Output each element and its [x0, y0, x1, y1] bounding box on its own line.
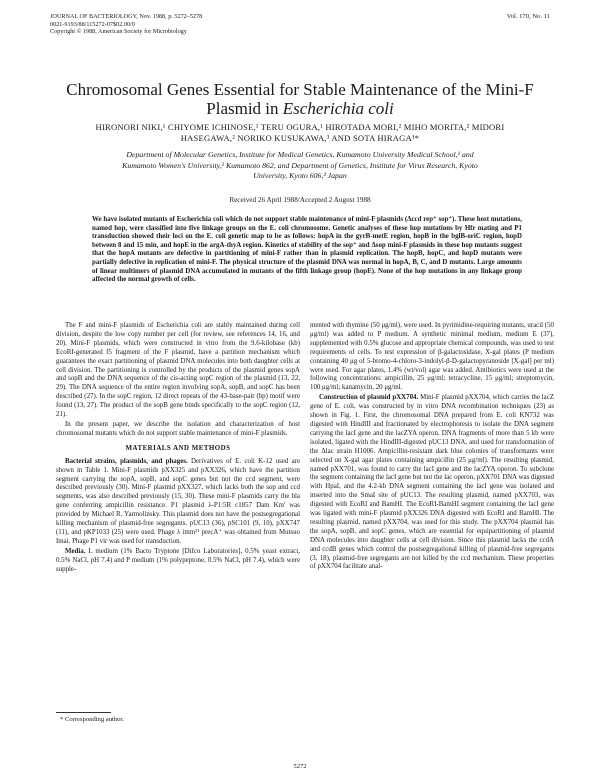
construction-text: Mini-F plasmid pXX704, which carries the lacZ gene of E. coli, was constructed by in vitro DNA recombination techniques (23) as shown in Fig. 1. First, the chromosomal DNA prepared from E. coli KN732 was digested with HindIII and fractionated by electrophoresis to isolate the DNA segment carrying the lacI gene and the lacZYA operon. DNA fragments of more than 5 kb were isolated, ligated with the HindIII-digested pUC13 DNA, and used for transformation of the Δlac strain H1006. Ampicillin-resistant dark blue colonies of transformants were selected on X-gal agar plates containing ampicillin (25 μg/ml). The resulting plasmid, named pXX701, was found to carry the lacI gene and the lacZYA operon. To subclone the segment containing the lacI gene but not the lac operon, pXX701 DNA was digested with HpaI, and the 4.2-kb DNA segment containing the lacI gene was isolated and inserted into the SmaI site of pUC13. The resulting plasmid, named pXX703, was digested with EcoRI and BamHI. The EcoRI-BamHI segment containing the lacI gene was ligated with mini-F plasmid pXX326 DNA digested with EcoRI and BamHI. The resulting plasmid, named pXX704, was used for this study. The pXX704 plasmid has the sopA, sopB, and sopC genes, which are essential for equipartitioning of plasmid DNA molecules into daughter cells at cell division. Since this plasmid lacks the ccdA and ccdB genes which control the postsegregational killing of plasmid-free segregants (3, 18), plasmid-free segregants are not killed by the ccd mechanism. These properties of pXX704 facilitate anal- [310, 394, 554, 571]
methods-media-paragraph [56, 548, 300, 575]
author-list [55, 122, 545, 144]
left-column [56, 322, 300, 575]
construction-paragraph [310, 394, 554, 572]
affiliations [40, 150, 560, 182]
footnote-divider [56, 712, 111, 713]
journal-citation: JOURNAL OF BACTERIOLOGY, Nov. 1988, p. 5272–5278 [50, 13, 203, 20]
affiliation-line-3: University, Kyoto 606,³ Japan [253, 171, 347, 180]
media-runin-heading: Media. [65, 547, 86, 555]
footnote-corresponding-author: * Corresponding author. [60, 716, 124, 723]
right-column [310, 322, 554, 573]
media-text: L medium (1% Bacto Tryptone [Difco Laboratories], 0.5% yeast extract, 0.5% NaCl, pH 7.4) and P medium (1% polypeptone, 0.5% NaCl, pH 7.4), which were supple- [56, 547, 300, 573]
title-line-2-italic: Escherichia coli [282, 99, 394, 118]
section-heading-methods: MATERIALS AND METHODS [125, 444, 231, 452]
strains-runin-heading: Bacterial strains, plasmids, and phages. [65, 457, 188, 465]
authors-line-2: HASEGAWA,² NORIKO KUSUKAWA,³ AND SOTA HIRAGA¹* [180, 133, 420, 143]
construction-runin-heading: Construction of plasmid pXX704. [319, 394, 419, 402]
intro-paragraph-2: In the present paper, we describe the isolation and characterization of host chromosomal mutants which do not support stable maintenance of mini-F plasmids. [56, 420, 300, 437]
journal-issn: 0021-9193/88/115272-07$02.00/0 [50, 20, 135, 28]
abstract: We have isolated mutants of Escherichia coli which do not support stable maintenance of mini-F plasmids (Δccd rep⁺ sop⁺). These host mutations, named hop, were classified into five linkage groups on the E. coli chromosome. Genetic analyses of these hop mutations by Hfr mating and P1 transduction showed their loci on the E. coli genetic map to be as follows: hopA in the gyrB-metE region, hopB in the bglB-oriC region, hopD between 8 and 15 min, and hopE in the argA-thyA region. Kinetics of stability of the sop⁺ and Δsop mini-F plasmids in these hop mutants suggest that the hopA mutants are defective in partitioning of mini-F rather than in plasmid replication. The hopB, hopC, and hopD mutants were partially defective in replication of mini-F. The physical structure of the plasmid DNA was normal in hopA, B, C, and D mutants. Large amounts of linear multimers of plasmid DNA accumulated in mutants of the fifth linkage group (hopE). None of the hop mutations in any linkage group affected the normal growth of cells. [92, 216, 522, 284]
authors-line-1: HIRONORI NIKI,¹ CHIYOME ICHINOSE,¹ TERU OGURA,¹ HIROTADA MORI,² MIHO MORITA,² MIDORI [95, 122, 505, 132]
page-number: 5272 [293, 763, 307, 770]
methods-strains-paragraph [56, 458, 300, 547]
journal-volume: Vol. 170, No. 11 [506, 13, 550, 20]
journal-copyright: Copyright © 1988, American Society for Microbiology [50, 28, 187, 36]
media-continued-paragraph: mented with thymine (50 μg/ml), were used. In pyrimidine-requiring mutants, uracil (50 μg/ml) was added to P medium. A synthetic minimal medium, medium E (37), supplemented with 0.5% glucose and appropriate chemical compounds, was used to test requirements of cells. To test expression of β-galactosidase, X-gal plates (P medium containing 40 μg of 5-bromo-4-chloro-3-indolyl-β-D-galactopyranoside [X-gal] per ml) were used. For agar plates, 1.4% (wt/vol) agar was added. Antibiotics were used at the following concentrations: ampicillin, 25 μg/ml; tetracycline, 15 μg/ml; streptomycin, 100 μg/ml; kanamycin, 20 μg/ml. [310, 322, 554, 392]
title-line-2 [30, 99, 570, 118]
article-title [30, 80, 570, 118]
strains-text: Derivatives of E. coli K-12 used are shown in Table 1. Mini-F plasmids pXX325 and pXX326, which have the partition segment carrying the sopA, sopB, and sopC genes but not the ccd segment, were described previously (30). Mini-F plasmid pXX327, which lacks both the sop and ccd segments, was also described previously (15, 30). These mini-F plasmids carry the bla gene conferring ampicillin resistance. P1 plasmid λ-P1:5R c1857 Dam Km' was provided by Michael R. Yarmolinsky. This plasmid does not have the postsegregational killing mechanism of plasmid-free segregants. pUC13 (36), pSC101 (9, 10), pXX747 (11), and pKP1033 (25) were used. Phage λ imm²¹ precA⁺ was obtained from Mutsuo Imai. Phage P1 vir was used for transduction. [56, 457, 301, 545]
affiliation-line-1: Department of Molecular Genetics, Institute for Medical Genetics, Kumamoto University Medical School,¹ and [126, 150, 474, 159]
affiliation-line-2: Kumamoto Women's University,² Kumamoto 862, and Department of Genetics, Institute for Virus Research, Kyoto [122, 160, 478, 170]
intro-paragraph-1: The F and mini-F plasmids of Escherichia coli are stably maintained during cell division, despite the low copy number per cell (for review, see references 14, 16, and 20). Mini-F plasmids, which were constructed in vitro from the 9.6-kilobase (kb) EcoRI-generated f5 fragment of the F plasmid, have a partition mechanism which guarantees the exact partitioning of plasmid DNA molecules into both daughter cells at cell division. The partitioning is controlled by the products of the plasmid genes sopA and sopB and the DNA sequence of the cis-acting sopC region of the plasmid (13, 22, 29). The DNA sequence of the entire region involving sopA, sopB, and sopC has been described (27). In the sopC region, 12 direct repeats of the 43-base-pair (bp) motif were found (13, 27). The product of the sopB gene binds specifically to the sopC region (12, 21). [56, 322, 300, 419]
received-dates: Received 26 April 1988/Accepted 2 August 1988 [229, 196, 371, 204]
title-line-1: Chromosomal Genes Essential for Stable Maintenance of the Mini-F [66, 80, 534, 99]
journal-header [50, 13, 550, 36]
title-line-2-prefix: Plasmid in [206, 99, 283, 118]
